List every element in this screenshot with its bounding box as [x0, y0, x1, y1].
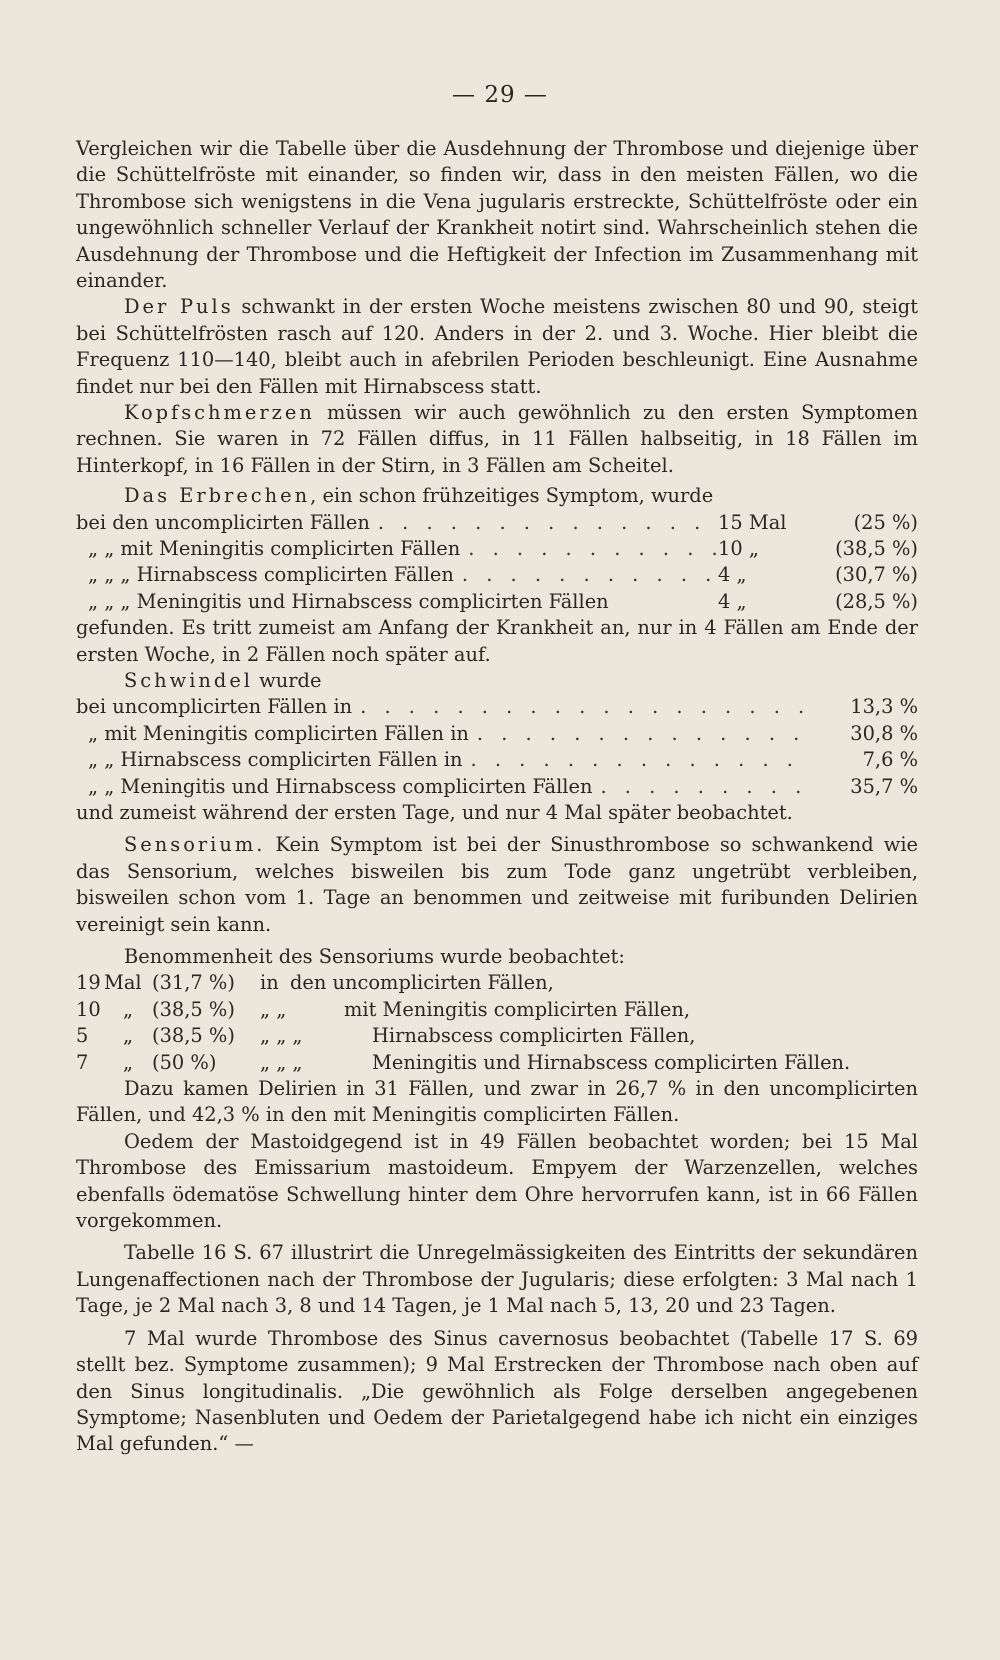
paragraph-schwindel: Schwindel wurde [124, 669, 322, 693]
paragraph-schwindel-verlauf: und zumeist während der ersten Tage, und nur 4 Mal später beobachtet. [76, 801, 793, 825]
erbrechen-table [76, 510, 918, 616]
heading-sensorium: Sensorium. [124, 833, 266, 857]
schwindel-table [76, 694, 918, 800]
heading-puls: Der Puls [124, 295, 234, 319]
paragraph-lungenaffectionen: Tabelle 16 S. 67 illustrirt die Unregelmässigkeiten des Eintritts der sekundären Lungenaffectionen nach der Thrombose der Jugularis; diese erfolgten: 3 Mal nach 1 Tage, je 2 Mal nach 3, 8 und 14 Tagen, je 1 Mal nach 5, 13, 20 und 23 Tagen. [76, 1241, 918, 1318]
page-number: — 29 — [452, 82, 548, 108]
benommenheit-row: 5 „ (38,5 %) „ „ „ Hirnabscess complicirten Fällen, [76, 1024, 696, 1048]
benommenheit-row: 19 Mal (31,7 %) in den uncomplicirten Fällen, [76, 971, 554, 995]
heading-kopfschmerzen: Kopfschmerzen [124, 401, 315, 425]
paragraph-puls: Der Puls schwankt in der ersten Woche meistens zwischen 80 und 90, steigt bei Schüttelfrösten rasch auf 120. Anders in der 2. und 3. Woche. Hier bleibt die Frequenz 110—140, bleibt auch in afebrilen Perioden beschleunigt. Eine Ausnahme findet nur bei den Fällen mit Hirnabscess statt. [76, 295, 918, 398]
paragraph-kopfschmerzen: Kopfschmerzen müssen wir auch gewöhnlich zu den ersten Symptomen rechnen. Sie waren in 72 Fällen diffus, in 11 Fällen halbseitig, in 18 Fällen im Hinterkopf, in 16 Fällen in der Stirn, in 3 Fällen am Scheitel. [76, 401, 918, 477]
benommenheit-row: 7 „ (50 %) „ „ „ Meningitis und Hirnabscess complicirten Fällen. [76, 1050, 851, 1074]
paragraph-delirien: Dazu kamen Delirien in 31 Fällen, und zwar in 26,7 % in den uncomplicirten Fällen, und 42,3 % in den mit Meningitis complicirten Fällen. [76, 1077, 918, 1127]
paragraph-oedem: Oedem der Mastoidgegend ist in 49 Fällen beobachtet worden; bei 15 Mal Thrombose des Emissarium mastoideum. Empyem der Warzenzellen, welches ebenfalls ödematöse Schwellung hinter dem Ohre hervorrufen kann, ist in 66 Fällen vorgekommen. [76, 1129, 918, 1233]
heading-schwindel: Schwindel [124, 669, 254, 693]
schwindel-row: bei uncomplicirten Fällen in . . . 13,3 % [76, 694, 918, 720]
erbrechen-row: „ „ „ Hirnabscess complicirten Fällen . . . 4 „ (30,7 %) [76, 562, 918, 588]
schwindel-row: „ mit Meningitis complicirten Fällen in . . . 30,8 % [76, 721, 918, 747]
erbrechen-row: „ „ mit Meningitis complicirten Fällen . . . 10 „ (38,5 %) [76, 536, 918, 562]
benommenheit-table [76, 970, 918, 1076]
heading-erbrechen: Das Erbrechen [124, 484, 311, 508]
paragraph-sinus-cavernosus: 7 Mal wurde Thrombose des Sinus cavernosus beobachtet (Tabelle 17 S. 69 stellt bez. Symptome zusammen); 9 Mal Erstrecken der Thrombose nach oben auf den Sinus longitudinalis. „Die gewöhnlich als Folge derselben angegebenen Symptome; Nasenbluten und Oedem der Parietalgegend habe ich nicht ein einziges Mal gefunden.“ — [76, 1326, 918, 1456]
paragraph-erbrechen: Das Erbrechen, ein schon frühzeitiges Symptom, wurde [124, 484, 714, 508]
benommenheit-row: 10 „ (38,5 %) „ „ mit Meningitis complicirten Fällen, [76, 997, 690, 1021]
schwindel-row: „ „ Hirnabscess complicirten Fällen in . . . 7,6 % [76, 747, 918, 773]
erbrechen-row: „ „ „ Meningitis und Hirnabscess complicirten Fällen 4 „ (28,5 %) [88, 589, 918, 613]
paragraph-thrombose-schuettelfroeste: Vergleichen wir die Tabelle über die Ausdehnung der Thrombose und diejenige über die Schüttelfröste mit einander, so finden wir, dass in den meisten Fällen, wo die Thrombose sich wenigstens in die Vena jugularis erstreckte, Schüttelfröste oder ein ungewöhnlich schneller Verlauf der Krankheit notirt sind. Wahrscheinlich stehen die Ausdehnung der Thrombose und die Heftigkeit der Infection im Zusammenhang mit einander. [76, 137, 918, 293]
page-body [76, 136, 918, 1458]
paragraph-benommenheit: Benommenheit des Sensoriums wurde beobachtet: [124, 945, 625, 969]
schwindel-row: „ „ Meningitis und Hirnabscess complicirten Fällen . . . 35,7 % [76, 774, 918, 800]
paragraph-sensorium: Sensorium. Kein Symptom ist bei der Sinusthrombose so schwankend wie das Sensorium, welches bisweilen bis zum Tode ganz ungetrübt verbleiben, bisweilen schon vom 1. Tage an benommen und zeitweise mit furibunden Delirien vereinigt sein kann. [76, 833, 918, 936]
erbrechen-row: bei den uncomplicirten Fällen . . . 15 Mal (25 %) [76, 510, 918, 536]
paragraph-erbrechen-verlauf: gefunden. Es tritt zumeist am Anfang der Krankheit an, nur in 4 Fällen am Ende der ersten Woche, in 2 Fällen noch später auf. [76, 616, 918, 666]
